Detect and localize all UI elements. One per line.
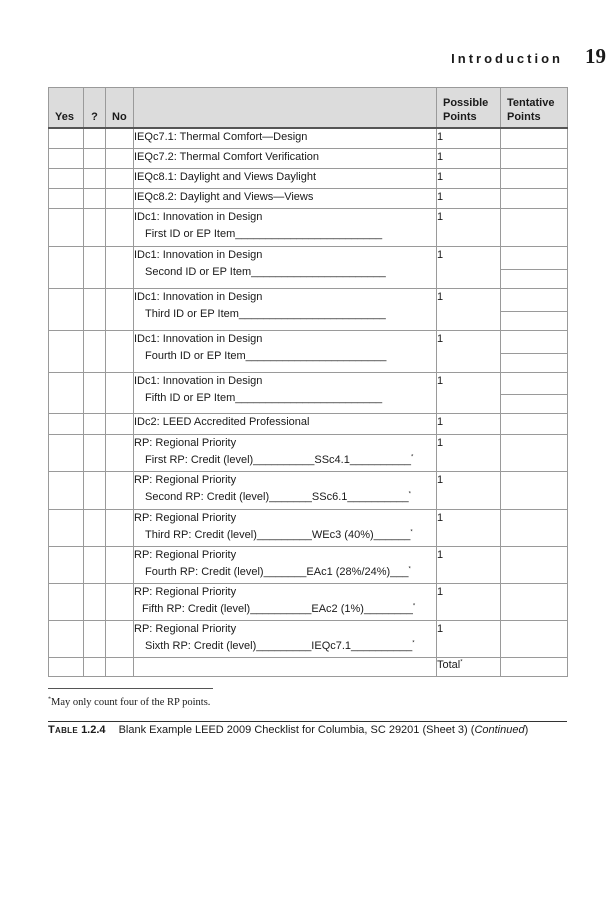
credit-detail-text: Third RP: Credit (level)_________WEc3 (40%)______ (145, 528, 411, 541)
footnote (48, 697, 210, 708)
no-cell[interactable] (106, 372, 134, 413)
table-row (49, 168, 568, 188)
no-cell[interactable] (106, 413, 134, 434)
yes-cell[interactable] (49, 330, 84, 372)
credit-name: RP: Regional Priority (134, 473, 237, 486)
no-cell[interactable] (106, 583, 134, 620)
credit-detail (134, 638, 436, 655)
header-maybe: ? (84, 88, 106, 129)
total-label-cell (437, 657, 501, 676)
table-row (49, 246, 568, 288)
header-tentative-line1: Tentative (507, 97, 555, 109)
running-head (451, 44, 606, 69)
yes-cell[interactable] (49, 168, 84, 188)
footnote-marker: * (411, 453, 414, 460)
footnote-marker: * (412, 639, 415, 646)
credit-name: IDc1: Innovation in Design (134, 374, 263, 387)
tentative-points-cell[interactable] (501, 330, 568, 372)
possible-points-cell: 1 (437, 372, 501, 413)
caption-text: Blank Example LEED 2009 Checklist for Columbia, SC 29201 (Sheet 3) ( (118, 724, 475, 736)
possible-points-cell: 1 (437, 509, 501, 546)
credit-cell (134, 413, 437, 434)
yes-cell[interactable] (49, 471, 84, 509)
credit-cell (134, 434, 437, 471)
tentative-points-cell[interactable] (501, 583, 568, 620)
table-row (49, 413, 568, 434)
credit-name: IDc1: Innovation in Design (134, 248, 263, 261)
footnote-marker: * (48, 696, 51, 703)
credit-name: IEQc8.2: Daylight and Views—Views (134, 190, 314, 203)
footnote-marker: * (460, 658, 463, 665)
no-cell[interactable] (106, 434, 134, 471)
tentative-subcell[interactable] (501, 373, 567, 395)
tentative-points-cell[interactable] (501, 208, 568, 246)
tentative-subcell[interactable] (501, 354, 567, 372)
possible-points-cell: 1 (437, 413, 501, 434)
credit-detail: Second ID or EP Item______________________ (145, 265, 386, 278)
no-cell[interactable] (106, 620, 134, 657)
credit-name: IDc1: Innovation in Design (134, 210, 263, 223)
possible-points-cell: 1 (437, 434, 501, 471)
tentative-points-cell[interactable] (501, 546, 568, 583)
no-cell[interactable] (106, 246, 134, 288)
maybe-cell[interactable] (84, 413, 106, 434)
yes-cell[interactable] (49, 546, 84, 583)
tentative-points-cell[interactable] (501, 413, 568, 434)
maybe-cell[interactable] (84, 546, 106, 583)
tentative-subcell[interactable] (501, 270, 567, 288)
maybe-cell[interactable] (84, 128, 106, 148)
maybe-cell[interactable] (84, 208, 106, 246)
table-row (49, 583, 568, 620)
yes-cell[interactable] (49, 583, 84, 620)
header-tentative-line2: Points (507, 111, 541, 123)
tentative-points-cell[interactable] (501, 188, 568, 208)
credit-detail: First ID or EP Item________________________ (145, 227, 383, 240)
leed-checklist-table (48, 87, 568, 677)
credit-name: IEQc7.1: Thermal Comfort—Design (134, 131, 308, 143)
footnote-marker: * (410, 528, 413, 535)
table-row (49, 188, 568, 208)
table-row (49, 546, 568, 583)
no-cell[interactable] (106, 128, 134, 148)
tentative-points-cell[interactable] (501, 620, 568, 657)
credit-name: IDc1: Innovation in Design (134, 332, 263, 345)
footnote-marker: * (408, 490, 411, 497)
maybe-cell[interactable] (84, 583, 106, 620)
credit-detail: Fifth ID or EP Item________________________ (145, 391, 383, 404)
possible-points-cell: 1 (437, 583, 501, 620)
credit-name: RP: Regional Priority (134, 436, 237, 449)
footnote-text: May only count four of the RP points. (51, 697, 211, 708)
tentative-points-cell[interactable] (501, 128, 568, 148)
credit-detail-text: Fifth RP: Credit (level)__________EAc2 (1%)________ (142, 602, 413, 615)
no-cell[interactable] (106, 208, 134, 246)
caption-continued: Continued (474, 724, 525, 736)
footnote-marker: * (408, 565, 411, 572)
credit-detail (134, 452, 436, 469)
header-credit (134, 88, 437, 129)
maybe-cell[interactable] (84, 188, 106, 208)
table-row (49, 330, 568, 372)
table-header-row (49, 88, 568, 129)
credit-name: RP: Regional Priority (134, 622, 237, 635)
tentative-subcell[interactable] (501, 331, 567, 354)
credit-detail-text: First RP: Credit (level)__________SSc4.1__________ (145, 453, 411, 466)
yes-cell[interactable] (49, 288, 84, 330)
credit-name: RP: Regional Priority (134, 585, 237, 598)
no-cell[interactable] (106, 148, 134, 168)
caption-label: Table (48, 724, 78, 736)
maybe-cell[interactable] (84, 330, 106, 372)
tentative-subcell[interactable] (501, 247, 567, 270)
maybe-cell[interactable] (84, 620, 106, 657)
possible-points-cell: 1 (437, 188, 501, 208)
header-possible-line1: Possible (443, 97, 489, 109)
credit-cell (134, 546, 437, 583)
yes-cell[interactable] (49, 246, 84, 288)
yes-cell[interactable] (49, 413, 84, 434)
caption-rule (48, 721, 567, 722)
header-possible-line2: Points (443, 111, 477, 123)
credit-cell (134, 246, 437, 288)
header-yes: Yes (49, 88, 84, 129)
yes-cell[interactable] (49, 128, 84, 148)
yes-cell[interactable] (49, 620, 84, 657)
possible-points-cell: 1 (437, 620, 501, 657)
tentative-points-cell[interactable] (501, 372, 568, 413)
credit-cell (134, 372, 437, 413)
credit-detail-text: Fourth RP: Credit (level)_______EAc1 (28%/24%)___ (145, 565, 409, 578)
yes-cell[interactable] (49, 208, 84, 246)
possible-points-cell: 1 (437, 471, 501, 509)
no-cell[interactable] (106, 330, 134, 372)
credit-name: IEQc8.1: Daylight and Views Daylight (134, 170, 316, 183)
credit-name: IEQc7.2: Thermal Comfort Verification (134, 150, 320, 163)
maybe-cell[interactable] (84, 246, 106, 288)
credit-cell (134, 128, 437, 148)
footnote-rule (48, 688, 213, 689)
credit-cell (134, 330, 437, 372)
credit-cell (134, 168, 437, 188)
credit-detail (134, 489, 436, 506)
table-row (49, 434, 568, 471)
no-cell[interactable] (106, 546, 134, 583)
header-tentative-points (501, 88, 568, 129)
yes-cell[interactable] (49, 188, 84, 208)
total-row (49, 657, 568, 676)
maybe-cell[interactable] (84, 168, 106, 188)
yes-cell[interactable] (49, 434, 84, 471)
credit-name: RP: Regional Priority (134, 511, 237, 524)
total-tentative-cell[interactable] (501, 657, 568, 676)
maybe-cell[interactable] (84, 148, 106, 168)
no-cell[interactable] (106, 168, 134, 188)
table-row (49, 128, 568, 148)
credit-detail-text: Second RP: Credit (level)_______SSc6.1__________ (145, 490, 409, 503)
table-row (49, 148, 568, 168)
credit-cell (134, 620, 437, 657)
table-row (49, 372, 568, 413)
credit-name: RP: Regional Priority (134, 548, 237, 561)
credit-cell (134, 657, 437, 676)
table-row (49, 288, 568, 330)
yes-cell[interactable] (49, 509, 84, 546)
credit-cell (134, 509, 437, 546)
credit-cell (134, 471, 437, 509)
no-cell[interactable] (106, 188, 134, 208)
possible-points-cell: 1 (437, 168, 501, 188)
credit-detail: Third ID or EP Item________________________ (145, 307, 386, 320)
tentative-subcell[interactable] (501, 312, 567, 330)
total-label: Total (437, 658, 461, 671)
tentative-points-cell[interactable] (501, 509, 568, 546)
possible-points-cell: 1 (437, 148, 501, 168)
possible-points-cell: 1 (437, 330, 501, 372)
page-number: 19 (585, 44, 606, 68)
possible-points-cell: 1 (437, 208, 501, 246)
credit-cell (134, 583, 437, 620)
maybe-cell[interactable] (84, 471, 106, 509)
possible-points-cell: 1 (437, 546, 501, 583)
credit-cell (134, 208, 437, 246)
possible-points-cell: 1 (437, 288, 501, 330)
footnote-marker: * (412, 602, 416, 609)
credit-detail: Fourth ID or EP Item_______________________ (145, 349, 387, 362)
tentative-points-cell[interactable] (501, 471, 568, 509)
yes-cell[interactable] (49, 657, 84, 676)
credit-cell (134, 188, 437, 208)
table-row (49, 208, 568, 246)
tentative-subcell[interactable] (501, 395, 567, 413)
maybe-cell[interactable] (84, 372, 106, 413)
tentative-points-cell[interactable] (501, 246, 568, 288)
credit-name: IDc1: Innovation in Design (134, 290, 263, 303)
maybe-cell[interactable] (84, 288, 106, 330)
credit-detail-text: Sixth RP: Credit (level)_________IEQc7.1__________ (145, 639, 413, 652)
chapter-title: Introduction (451, 51, 563, 66)
possible-points-cell: 1 (437, 128, 501, 148)
no-cell[interactable] (106, 657, 134, 676)
credit-detail (134, 601, 436, 618)
header-no: No (106, 88, 134, 129)
yes-cell[interactable] (49, 372, 84, 413)
tentative-points-cell[interactable] (501, 434, 568, 471)
tentative-subcell[interactable] (501, 289, 567, 312)
maybe-cell[interactable] (84, 434, 106, 471)
credit-detail (134, 527, 436, 544)
header-possible-points (437, 88, 501, 129)
no-cell[interactable] (106, 471, 134, 509)
table-caption (48, 724, 528, 736)
possible-points-cell: 1 (437, 246, 501, 288)
maybe-cell[interactable] (84, 657, 106, 676)
no-cell[interactable] (106, 288, 134, 330)
tentative-points-cell[interactable] (501, 148, 568, 168)
maybe-cell[interactable] (84, 509, 106, 546)
credit-cell (134, 148, 437, 168)
no-cell[interactable] (106, 509, 134, 546)
caption-number: 1.2.4 (81, 724, 106, 736)
tentative-points-cell[interactable] (501, 288, 568, 330)
yes-cell[interactable] (49, 148, 84, 168)
table-row (49, 509, 568, 546)
table-row (49, 471, 568, 509)
caption-close: ) (524, 724, 529, 736)
tentative-points-cell[interactable] (501, 168, 568, 188)
credit-detail (134, 564, 436, 581)
credit-cell (134, 288, 437, 330)
credit-name: IDc2: LEED Accredited Professional (134, 415, 310, 428)
table-row (49, 620, 568, 657)
